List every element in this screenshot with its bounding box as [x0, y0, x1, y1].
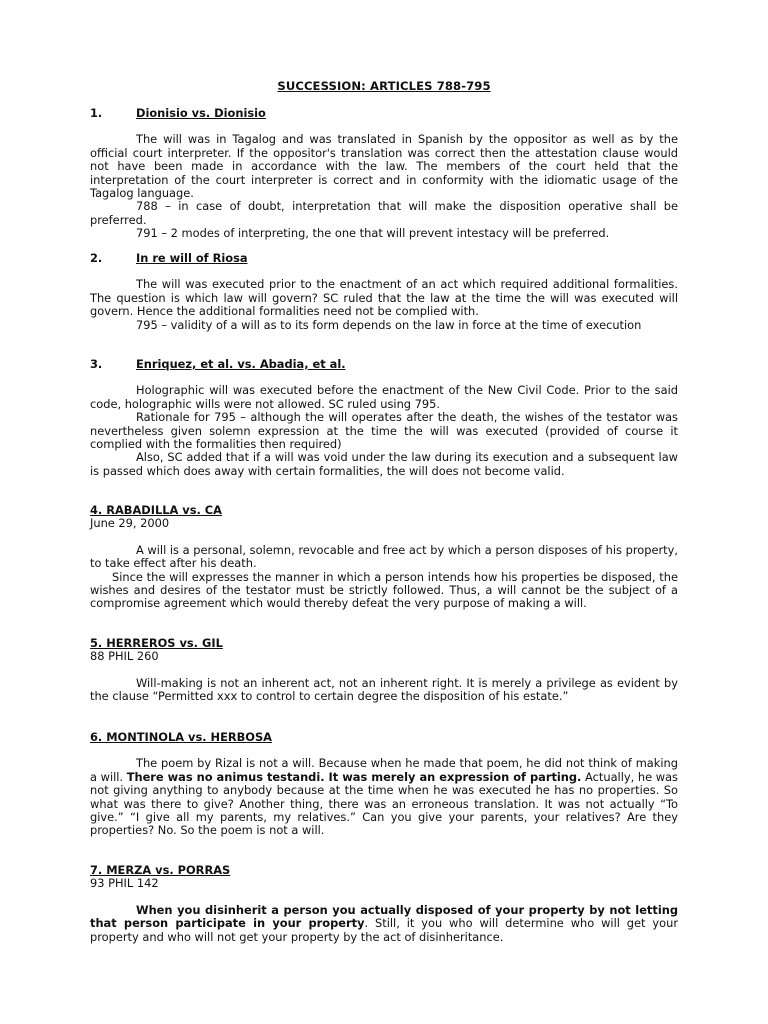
- paragraph: The will was executed prior to the enactment of an act which required additional formalities. The question is which law will govern? SC ruled that the law at the time the will was executed will govern. Hence the additional formalities need not be complied with.: [90, 277, 678, 319]
- document-title: SUCCESSION: ARTICLES 788-795: [277, 79, 491, 93]
- case-citation: 88 PHIL 260: [90, 649, 159, 664]
- section-5: [90, 637, 678, 704]
- text-run: . Still, it you who will determine who will get your property and who will not get your property by the act of disinheritance.: [90, 916, 679, 944]
- section-7: [90, 864, 678, 944]
- section-3: [90, 358, 678, 478]
- bold-text: There was no animus testandi. It was merely an expression of parting.: [126, 769, 582, 784]
- section-4: [90, 504, 678, 611]
- case-date: June 29, 2000: [90, 516, 170, 531]
- paragraph: A will is a personal, solemn, revocable and free act by which a person disposes of his property, to take effect after his death.: [90, 542, 678, 571]
- paragraph: Since the will expresses the manner in which a person intends how his properties be disposed, the wishes and desires of the testator must be strictly followed. Thus, a will cannot be the subject of a compromise agreement which would thereby defeat the very purpose of making a will.: [90, 569, 678, 611]
- text-run: The poem by Rizal is not a will. Because when he made that poem, he did not think of making a will.: [90, 756, 678, 784]
- case-title: Enriquez, et al. vs. Abadia, et al.: [136, 357, 346, 371]
- paragraph: Holographic will was executed before the enactment of the New Civil Code. Prior to the said code, holographic wills were not allowed. SC ruled using 795.: [90, 383, 678, 411]
- paragraph: 788 – in case of doubt, interpretation that will make the disposition operative shall be preferred.: [90, 199, 678, 227]
- section-number: 3.: [90, 357, 103, 371]
- paragraph: 791 – 2 modes of interpreting, the one that will prevent intestacy will be preferred.: [136, 226, 610, 241]
- text-run: Actually, he was not giving anything to anybody because at the time when he was executed he has no properties. So what was there to give? Another thing, there was an erroneous translation. It was not actually “To give.” “I give all my parents, my relatives.” Can you give your parents, your relatives? Are they properties? No. So the poem is not a will.: [90, 769, 678, 838]
- section-6: [90, 731, 678, 838]
- paragraph: Also, SC added that if a will was void under the law during its execution and a subsequent law is passed which does away with certain formalities, the will does not become valid.: [90, 450, 678, 478]
- case-title: 5. HERREROS vs. GIL: [90, 636, 223, 650]
- paragraph: The will was in Tagalog and was translated in Spanish by the oppositor as well as by the official court interpreter. If the oppositor's translation was correct then the attestation clause would not have been made in accordance with the law. The members of the court held that the interpretation of the court interpreter is correct and in conformity with the idiomatic usage of the Tagalog language.: [90, 132, 678, 201]
- case-title: 4. RABADILLA vs. CA: [90, 503, 222, 517]
- paragraph: [90, 757, 678, 837]
- paragraph: [90, 904, 678, 944]
- paragraph: Will-making is not an inherent act, not an inherent right. It is merely a privilege as evident by the clause “Permitted xxx to control to certain degree the disposition of his estate.”: [90, 675, 678, 704]
- case-title: 6. MONTINOLA vs. HERBOSA: [90, 730, 272, 744]
- section-heading: [90, 107, 678, 120]
- section-1: [90, 107, 678, 241]
- paragraph: 795 – validity of a will as to its form depends on the law in force at the time of execution: [136, 317, 642, 332]
- section-number: 1.: [90, 106, 103, 120]
- bold-text: When you disinherit a person you actually disposed of your property by not letting that person participate in your property: [90, 902, 678, 931]
- case-title: 7. MERZA vs. PORRAS: [90, 863, 231, 877]
- section-heading: [90, 358, 678, 371]
- case-title: Dionisio vs. Dionisio: [136, 106, 266, 120]
- paragraph: Rationale for 795 – although the will operates after the death, the wishes of the testator was nevertheless given solemn expression at the time the will was executed (provided of course it complied with the formalities then required): [90, 410, 678, 452]
- section-number: 2.: [90, 251, 103, 265]
- case-citation: 93 PHIL 142: [90, 876, 159, 891]
- section-2: [90, 252, 678, 332]
- case-title: In re will of Riosa: [136, 251, 248, 265]
- section-heading: [90, 252, 678, 265]
